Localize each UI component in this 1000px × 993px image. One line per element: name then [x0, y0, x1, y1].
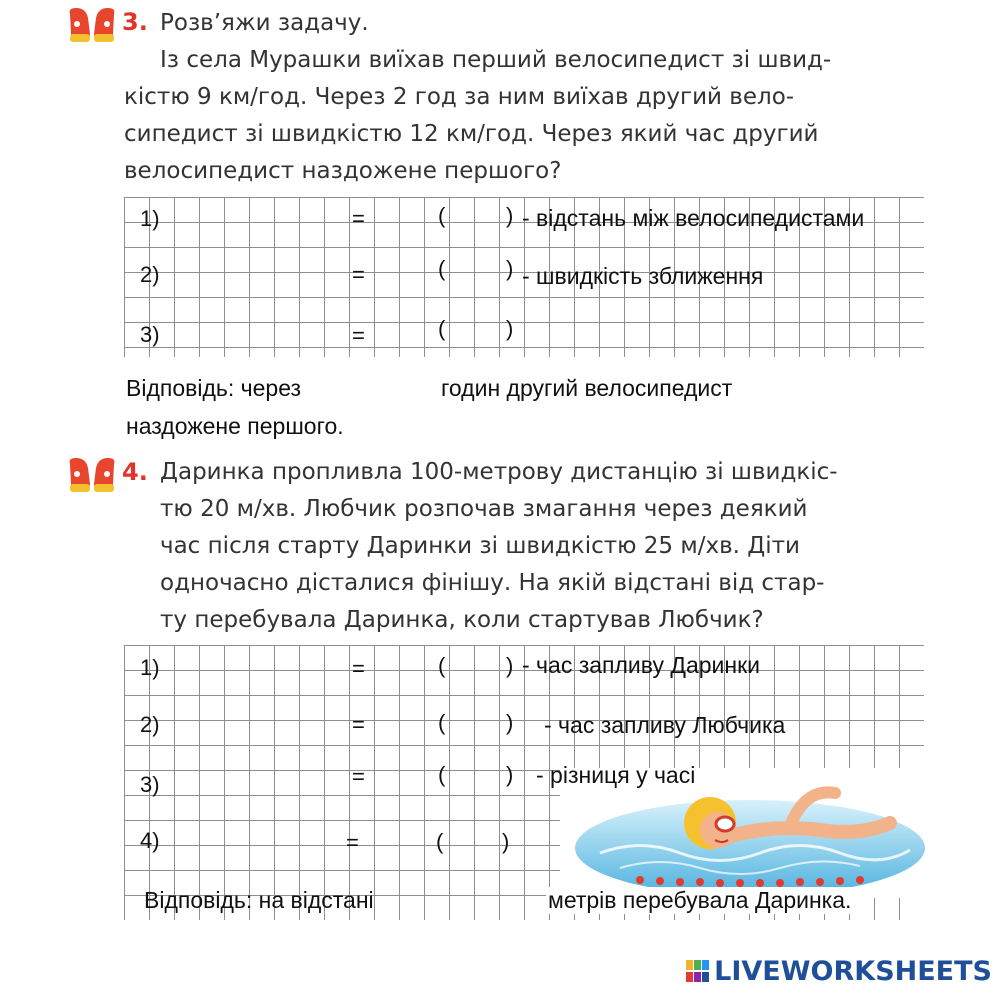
task-3-answer-line-2: наздожене першого.	[126, 413, 344, 439]
task-3-row-3-label: 3)	[140, 322, 160, 347]
task-3-heading: Розв’яжи задачу.	[160, 10, 369, 36]
task-3-number: 3.	[122, 8, 148, 36]
task-3-row-1-expression[interactable]	[170, 205, 349, 233]
task-4-row-1-paren-open: (	[438, 653, 446, 678]
task-3-row-3-equals: =	[352, 323, 365, 348]
task-4-text-line-3: час після старту Даринки зі швидкістю 25 м/хв. Діти	[160, 533, 800, 559]
liveworksheets-text: LIVEWORKSHEETS	[714, 956, 992, 987]
task-4-row-1-label: 1)	[140, 655, 160, 680]
task-3-row-2-unit[interactable]	[452, 261, 504, 289]
liveworksheets-icon	[686, 960, 710, 982]
task-4-row-1-unit[interactable]	[452, 653, 504, 681]
task-4-text-line-2: тю 20 м/хв. Любчик розпочав змагання через деякий	[160, 496, 808, 522]
task-3-row-2-expression[interactable]	[170, 261, 349, 289]
task-4-row-2-note: - час запливу Любчика	[544, 712, 786, 738]
task-3-row-2-equals: =	[352, 262, 365, 287]
task-3-row-2-result[interactable]	[372, 261, 436, 289]
task-3-answer-hours[interactable]	[360, 375, 439, 405]
task-3-row-1-unit[interactable]	[452, 205, 504, 233]
task-4-row-2-label: 2)	[140, 712, 160, 737]
task-4-row-1-note: - час запливу Даринки	[522, 652, 760, 678]
task-3-row-1-paren-open: (	[438, 203, 446, 228]
task-4-row-2-result[interactable]	[372, 711, 436, 739]
task-3-row-2-label: 2)	[140, 262, 160, 287]
mittens-icon	[64, 456, 120, 496]
task-4-text-line-1: Даринка пропливла 100-метрову дистанцію зі швидкіс-	[160, 459, 838, 485]
task-4-row-2-unit[interactable]	[452, 711, 504, 739]
task-4-row-3-equals: =	[352, 764, 365, 789]
task-3-text-line-3: сипедист зі швидкістю 12 км/год. Через який час другий	[124, 121, 819, 147]
task-4-answer-suffix: метрів перебувала Даринка.	[548, 887, 852, 913]
task-4-row-4-label: 4)	[140, 828, 160, 853]
liveworksheets-logo	[686, 956, 992, 987]
task-3-row-3-paren-open: (	[438, 316, 446, 341]
task-3-row-2-note: - швидкість зближення	[522, 263, 764, 289]
task-4-number: 4.	[122, 458, 148, 486]
task-4-row-4-result[interactable]	[372, 827, 436, 855]
task-4-answer-prefix: Відповідь: на відстані	[144, 887, 374, 913]
task-4-row-3-label: 3)	[140, 772, 160, 797]
task-4-row-4-paren-close: )	[502, 829, 510, 854]
task-3-row-2-paren-open: (	[438, 256, 446, 281]
task-3-text-line-2: кістю 9 км/год. Через 2 год за ним виїхав другий вело-	[124, 84, 795, 110]
task-3-answer-suffix: годин другий велосипедист	[441, 375, 733, 401]
task-3-row-3-result[interactable]	[372, 320, 436, 348]
task-3-text-line-1: Із села Мурашки виїхав перший велосипедист зі швид-	[160, 47, 832, 73]
task-4-row-3-result[interactable]	[372, 765, 436, 793]
task-4-row-3-expression[interactable]	[170, 765, 349, 793]
task-4-row-3-paren-close: )	[506, 762, 514, 787]
task-4-row-4-equals: =	[346, 830, 359, 855]
task-4-row-3-unit[interactable]	[452, 765, 504, 793]
task-4-row-3-note: - різниця у часі	[536, 762, 696, 788]
task-4-row-3-paren-open: (	[438, 762, 446, 787]
task-3-row-1-note: - відстань між велосипедистами	[522, 205, 865, 231]
task-4-row-1-expression[interactable]	[170, 653, 349, 681]
task-4-row-1-equals: =	[352, 656, 365, 681]
task-4-row-4-expression[interactable]	[170, 827, 349, 855]
task-4-row-2-expression[interactable]	[170, 711, 349, 739]
task-4-row-2-equals: =	[352, 712, 365, 737]
task-4-row-4-unit[interactable]	[452, 827, 504, 855]
mittens-icon	[64, 6, 120, 46]
task-4-row-4-paren-open: (	[436, 829, 444, 854]
task-4-row-1-result[interactable]	[372, 653, 436, 681]
task-3-row-1-paren-close: )	[506, 203, 514, 228]
task-3-row-3-expression[interactable]	[170, 320, 349, 348]
task-4-row-2-paren-open: (	[438, 710, 446, 735]
task-3-row-1-equals: =	[352, 206, 365, 231]
task-4-row-2-paren-close: )	[506, 710, 514, 735]
task-3-text-line-4: велосипедист наздожене першого?	[124, 158, 562, 184]
task-3-row-3-paren-close: )	[506, 316, 514, 341]
task-3-answer-prefix: Відповідь: через	[126, 375, 302, 401]
task-4-answer-distance[interactable]	[448, 887, 544, 917]
task-4-row-1-paren-close: )	[506, 653, 514, 678]
task-4-text-line-4: одночасно дісталися фінішу. На якій відстані від стар-	[160, 570, 825, 596]
task-3-row-2-paren-close: )	[506, 256, 514, 281]
task-3-row-3-unit[interactable]	[452, 320, 504, 348]
task-3-row-1-result[interactable]	[372, 205, 436, 233]
task-4-text-line-5: ту перебувала Даринка, коли стартував Любчик?	[160, 607, 764, 633]
task-3-row-1-label: 1)	[140, 206, 160, 231]
